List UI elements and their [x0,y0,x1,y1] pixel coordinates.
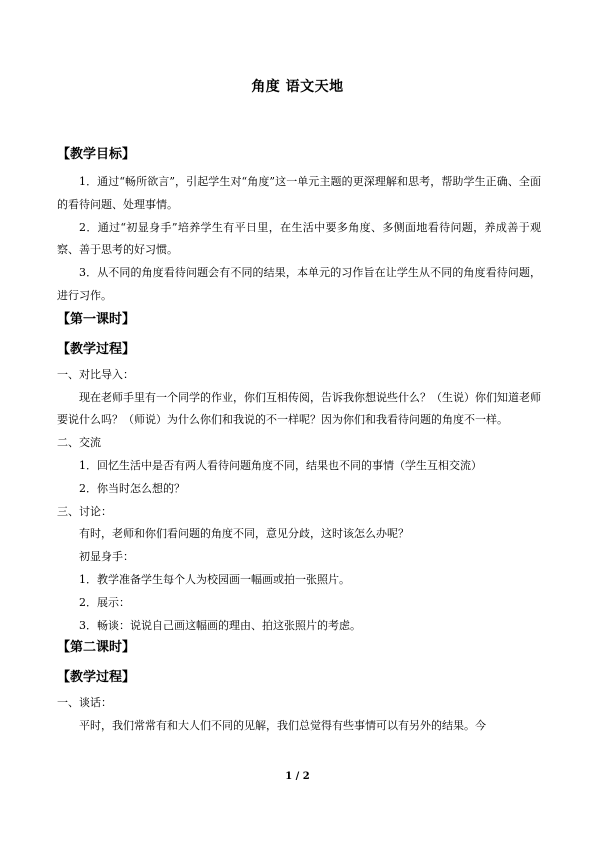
process1-step-label-1: 一、对比导入： [57,367,134,381]
process1-step-label-2: 二、交流 [57,436,101,450]
document-title: 角度 语文天地 [251,79,344,95]
section-heading-lesson-1: 【第一课时】 [57,311,136,327]
process1-step3-text: 有时，老师和你们看问题的角度不同，意见分歧，这时该怎么办呢？ [79,527,409,541]
process1-step3-item-3: 3．畅谈：说说自己画这幅画的理由、拍这张照片的考虑。 [79,618,361,632]
document-body [57,146,541,738]
goal-item-2: 2．通过“初显身手”培养学生有平日里，在生活中要多角度、多侧面地看待问题，养成善于观察、善于思考的好习惯。 [57,220,541,257]
process1-step-label-3: 三、讨论： [57,504,112,518]
section-heading-process-2: 【教学过程】 [57,670,136,686]
process2-step-text-1: 平时，我们常常有和大人们不同的见解，我们总觉得有些事情可以有另外的结果。今 [79,719,486,733]
section-heading-process-1: 【教学过程】 [57,341,136,357]
section-heading-lesson-2: 【第二课时】 [57,640,136,656]
process1-step-text-1: 现在老师手里有一个同学的作业，你们互相传阅，告诉我你想说些什么？（生说）你们知道老师要说什么吗？（师说）为什么你们和我说的不一样呢？因为你们和我看待问题的角度不一样。 [57,390,541,427]
process1-step3-item-1: 1．教学准备学生每个人为校园画一幅画或拍一张照片。 [79,572,350,586]
process1-step2-item-2: 2．你当时怎么想的？ [79,481,185,495]
page-number: 1 / 2 [285,771,310,782]
process1-step3-subheading: 初显身手： [79,550,134,564]
process2-step-label-1: 一、谈话： [57,696,112,710]
process1-step3-item-2: 2．展示： [79,595,130,609]
goal-item-1: 1．通过“畅所欲言”，引起学生对“角度”这一单元主题的更深理解和思考，帮助学生正确、全面的看待问题、处理事情。 [57,175,541,211]
section-heading-goals: 【教学目标】 [57,147,136,162]
goal-item-3: 3．从不同的角度看待问题会有不同的结果，本单元的习作旨在让学生从不同的角度看待问题，进行习作。 [57,266,541,302]
process1-step2-item-1: 1．回忆生活中是否有两人看待问题角度不同，结果也不同的事情（学生互相交流） [79,458,482,472]
